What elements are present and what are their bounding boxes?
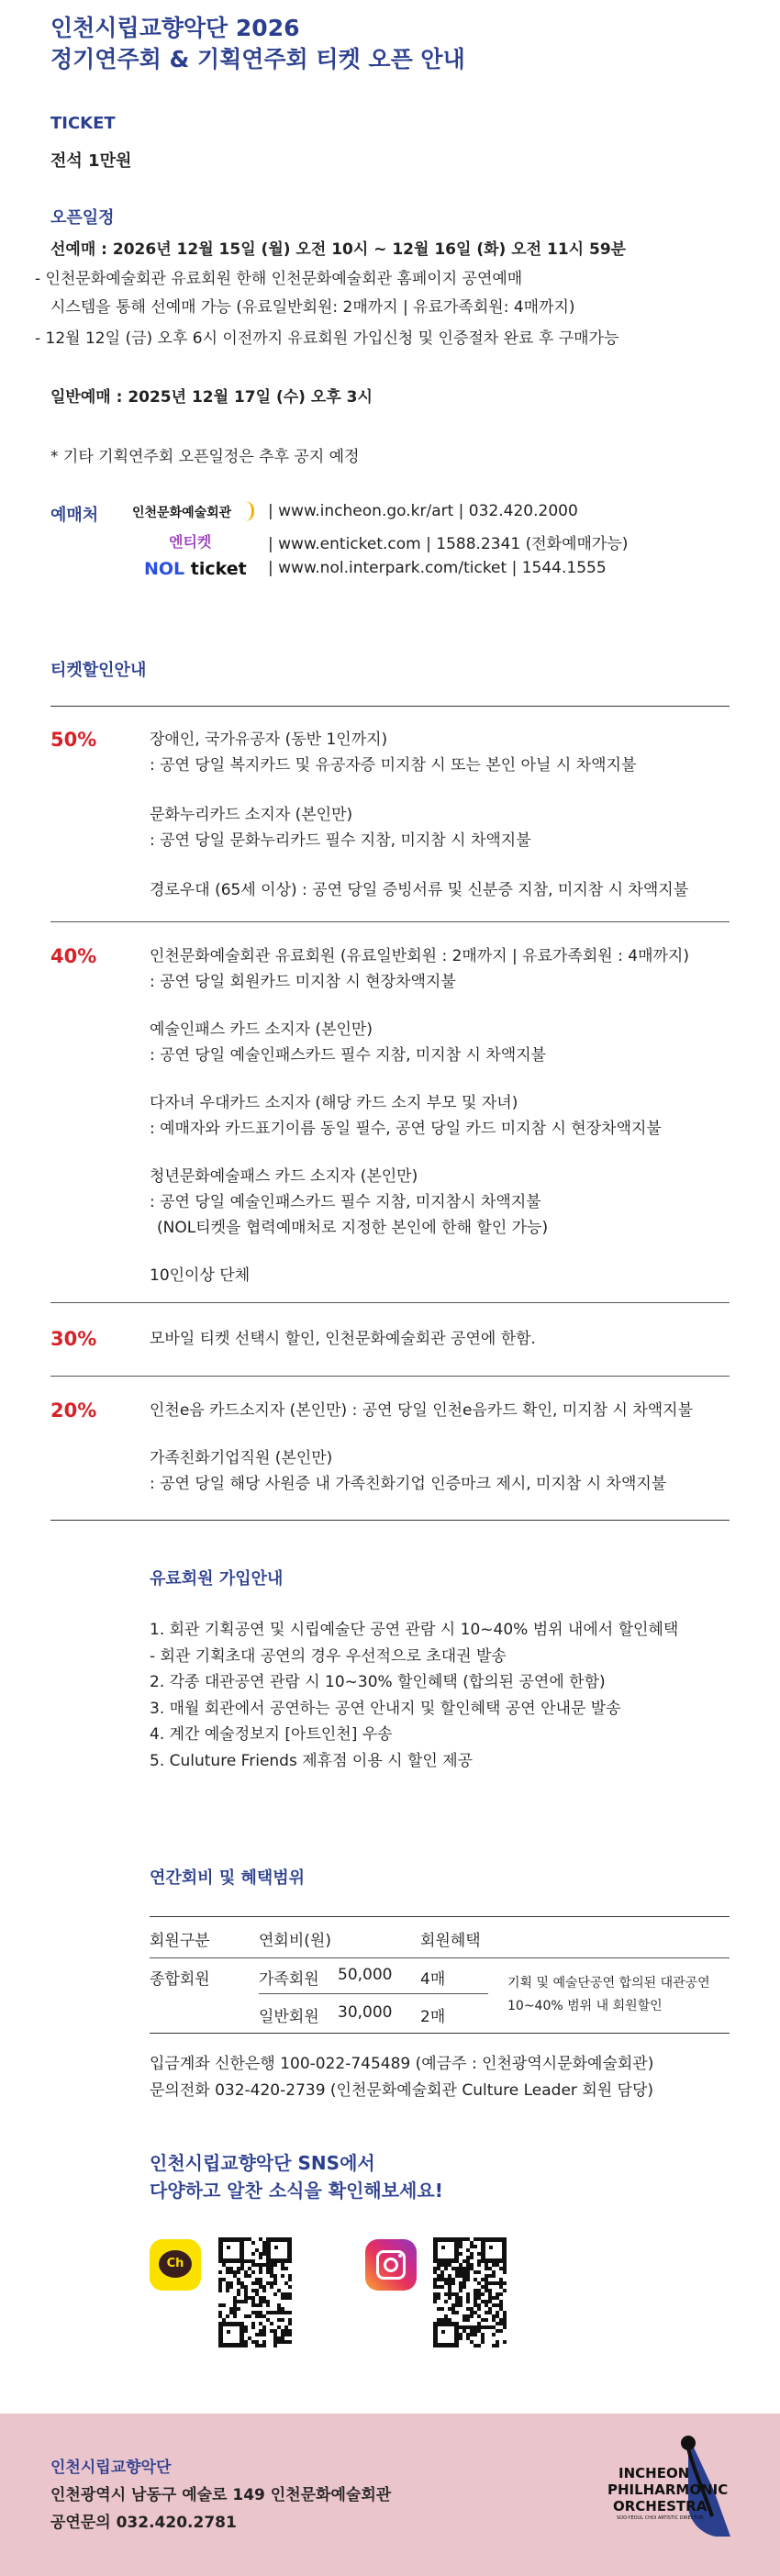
presale-note-1-cont: 시스템을 통해 선예매 가능 (유료일반회원: 2매까지 | 유료가족회원: 4매까지) (50, 298, 575, 317)
discount-50-label: 50% (50, 729, 97, 751)
enticket-logo: 엔티켓 (169, 533, 212, 551)
discount-40-group (150, 943, 689, 1288)
table-row-border (259, 1993, 488, 1994)
vendor-1-info[interactable]: | www.incheon.go.kr/art | 032.420.2000 (268, 502, 578, 520)
discount-text: 10인이상 단체 (150, 1266, 251, 1285)
list-item: 2. 각종 대관공연 관람 시 10~30% 할인혜택 (합의된 공연에 한함) (150, 1673, 606, 1691)
table-bottom-border (150, 2033, 730, 2034)
footer (0, 2414, 780, 2576)
kakao-qr-code[interactable] (218, 2237, 292, 2347)
discount-20-label: 20% (50, 1400, 97, 1422)
instagram-icon[interactable] (365, 2239, 417, 2291)
discount-text: : 공연 당일 문화누리카드 필수 지참, 미지참 시 차액지불 (150, 831, 531, 850)
title-line-2: 정기연주회 & 기획연주회 티켓 오픈 안내 (50, 46, 465, 72)
row1-type: 가족회원 (259, 1970, 319, 1989)
ticket-heading: TICKET (50, 114, 116, 133)
discount-text: 인천문화예술회관 유료회원 (유료일반회원 : 2매까지 | 유료가족회원 : 4매까지) (150, 947, 689, 965)
member-group: 종합회원 (150, 1970, 210, 1989)
kakao-channel-icon[interactable]: Ch (150, 2239, 201, 2291)
list-item: - 회관 기획초대 공연의 경우 우선적으로 초대권 발송 (150, 1646, 507, 1666)
col-header-benefit: 회원혜택 (420, 1932, 481, 1950)
account-info: 입금계좌 신한은행 100-022-745489 (예금주 : 인천광역시문화예술회관) (150, 2055, 654, 2073)
discount-text: : 공연 당일 회원카드 미지참 시 현장차액지불 (150, 973, 456, 991)
discount-text: 가족친화기업직원 (본인만) (150, 1449, 333, 1467)
discount-heading: 티켓할인안내 (50, 661, 147, 680)
presale-date: 선예매 : 2026년 12월 15일 (월) 오전 10시 ~ 12월 16일 (화) 오전 11시 59분 (50, 240, 627, 259)
footer-phone: 공연문의 032.420.2781 (50, 2514, 237, 2532)
list-item: 1. 회관 기획공연 및 시립예술단 공연 관람 시 10~40% 범위 내에서 할인혜택 (150, 1621, 679, 1639)
schedule-heading: 오픈일정 (50, 208, 115, 228)
col-header-type: 회원구분 (150, 1932, 210, 1950)
list-item: 4. 계간 예술정보지 [아트인천] 우송 (150, 1725, 393, 1744)
divider (50, 1376, 730, 1377)
discount-text: : 공연 당일 해당 사원증 내 가족친화기업 인증마크 제시, 미지참 시 차액지불 (150, 1475, 667, 1493)
presale-note-1: - 인천문화예술회관 유료회원 한해 인천문화예술회관 홈페이지 공연예매 (35, 270, 523, 288)
contact-info: 문의전화 032-420-2739 (인천문화예술회관 Culture Leader 회원 담당) (150, 2081, 654, 2100)
orchestra-logo (551, 2434, 734, 2562)
list-item: 5. Culuture Friends 제휴점 이용 시 할인 제공 (150, 1751, 474, 1770)
divider (50, 1520, 730, 1521)
table-top-border (150, 1916, 730, 1917)
discount-text: 문화누리카드 소지자 (본인만) (150, 806, 353, 824)
divider (50, 706, 730, 707)
orchestra-logo-text: INCHEON PHILHARMONIC ORCHESTRA SOO-YEOUL CHOI ARTISTIC DIRECTOR (607, 2465, 729, 2521)
discount-30-label: 30% (50, 1328, 97, 1350)
table-header-border (150, 1957, 730, 1958)
row2-benefit: 2매 (420, 2008, 446, 2026)
footer-org: 인천시립교향악단 (50, 2459, 172, 2477)
row1-benefit: 4매 (420, 1970, 446, 1989)
row1-fee: 50,000 (338, 1966, 393, 1984)
discount-text: : 예매자와 카드표기이름 동일 필수, 공연 당일 카드 미지참 시 현장차액지불 (150, 1120, 662, 1138)
discount-text: : 공연 당일 예술인패스카드 필수 지참, 미지참시 차액지불 (150, 1193, 541, 1211)
vendors-heading: 예매처 (50, 506, 99, 525)
sns-heading (150, 2149, 443, 2204)
benefit-note-line: 10~40% 범위 내 회원할인 (507, 1999, 663, 2013)
benefit-note (507, 1972, 710, 2018)
discount-text: 모바일 티켓 선택시 할인, 인천문화예술회관 공연에 한함. (150, 1330, 536, 1348)
membership-heading: 유료회원 가입안내 (150, 1569, 284, 1589)
discount-text: 인천e음 카드소지자 (본인만) : 공연 당일 인천e음카드 확인, 미지참 시 차액지불 (150, 1401, 694, 1420)
fees-heading: 연간회비 및 혜택범위 (150, 1868, 306, 1888)
general-sale-date: 일반예매 : 2025년 12월 17일 (수) 오후 3시 (50, 388, 373, 407)
vendor-2-info[interactable]: | www.enticket.com | 1588.2341 (전화예매가능) (268, 535, 629, 553)
vendor-3-info[interactable]: | www.nol.interpark.com/ticket | 1544.1555 (268, 559, 607, 577)
discount-text: 예술인패스 카드 소지자 (본인만) (150, 1020, 373, 1039)
col-header-fee: 연회비(원) (259, 1932, 331, 1950)
incheon-art-logo: 인천문화예술회관 (128, 499, 257, 523)
discount-20-group (150, 1398, 693, 1497)
discount-text: (NOL티켓을 협력예매처로 지정한 본인에 한해 할인 가능) (157, 1219, 549, 1237)
discount-30-group (150, 1326, 536, 1352)
discount-50-group (150, 727, 688, 903)
benefit-note-line: 기획 및 예술단공연 합의된 대관공연 (507, 1976, 710, 1991)
divider (50, 1302, 730, 1303)
divider (50, 921, 730, 922)
discount-text: : 공연 당일 복지카드 및 유공자증 미지참 시 또는 본인 아닐 시 차액지불 (150, 756, 637, 775)
discount-40-label: 40% (50, 945, 97, 967)
discount-text: 청년문화예술패스 카드 소지자 (본인만) (150, 1167, 418, 1186)
footer-address: 인천광역시 남동구 예술로 149 인천문화예술회관 (50, 2486, 392, 2504)
page-title (50, 13, 465, 75)
ticket-price: 전석 1만원 (50, 151, 132, 171)
instagram-qr-code[interactable] (433, 2237, 507, 2347)
nol-ticket-logo: NOL ticket (144, 559, 247, 579)
other-schedule-note: * 기타 기획연주회 오픈일정은 추후 공지 예정 (50, 448, 360, 466)
title-line-1: 인천시립교향악단 2026 (50, 15, 300, 41)
discount-text: 장애인, 국가유공자 (동반 1인까지) (150, 730, 388, 749)
sns-heading-line: 인천시립교향악단 SNS에서 (150, 2152, 375, 2174)
row2-fee: 30,000 (338, 2003, 393, 2022)
sns-heading-line: 다양하고 알찬 소식을 확인해보세요! (150, 2180, 443, 2202)
presale-note-2: - 12월 12일 (금) 오후 6시 이전까지 유료회원 가입신청 및 인증절차 완료 후 구매가능 (35, 329, 619, 348)
discount-text: 경로우대 (65세 이상) : 공연 당일 증빙서류 및 신분증 지참, 미지참 시 차액지불 (150, 881, 689, 899)
discount-text: 다자녀 우대카드 소지자 (해당 카드 소지 부모 및 자녀) (150, 1094, 518, 1112)
membership-benefits (150, 1617, 678, 1774)
list-item: 3. 매월 회관에서 공연하는 공연 안내지 및 할인혜택 공연 안내문 발송 (150, 1699, 621, 1718)
row2-type: 일반회원 (259, 2008, 319, 2026)
discount-text: : 공연 당일 예술인패스카드 필수 지참, 미지참 시 차액지불 (150, 1046, 547, 1065)
